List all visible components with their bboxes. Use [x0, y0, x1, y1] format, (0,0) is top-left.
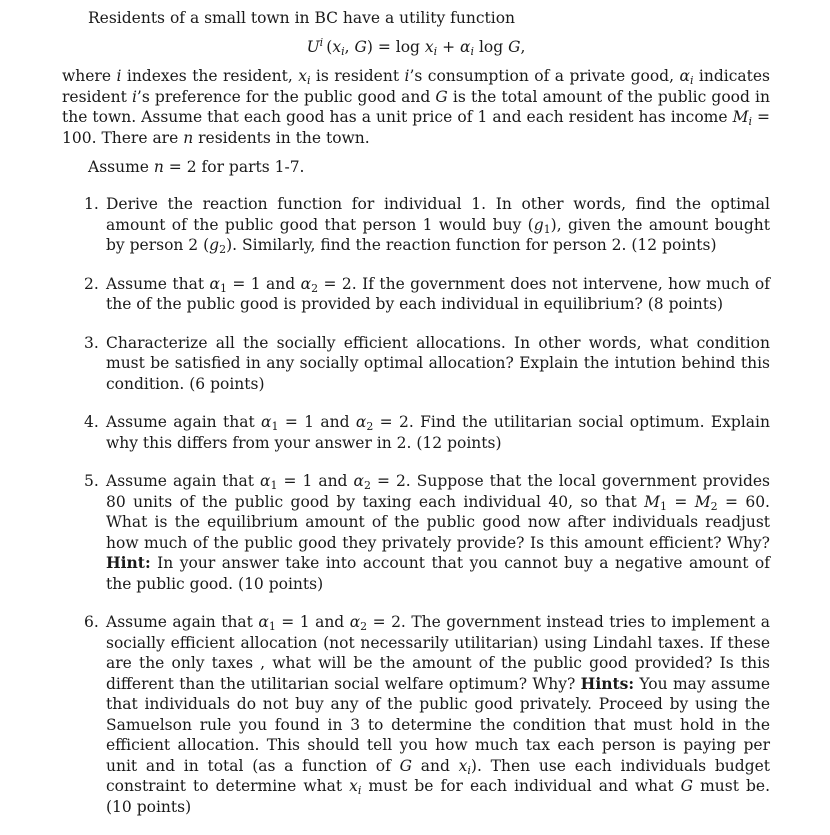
- problem-document: [62, 8, 770, 835]
- utility-formula: $U^i$ ($x_i$, $G) = \log x_i + \alpha_i$ log G,: [306, 36, 526, 58]
- question-4: 4. Assume again that $\alpha_1 = 1$ and $\alpha_2 = 2$. Find the utilitarian social optimum. Explain why this differs from your answer in 2. (12 points): [84, 413, 770, 452]
- question-list: [62, 194, 770, 817]
- question-6: 6. Assume again that $\alpha_1 = 1$ and $\alpha_2 = 2$. The government instead tries to implement a socially efficient allocation (not necessarily utilitarian) using Lindahl taxes. If these are the only taxes , what will be the amount of the public good provided? Is this different than the utilitarian social welfare optimum? Why? Hints: You may assume that individuals do not buy any of the public good privately. Proceed by using the Samuelson rule you found in 3 to determine the condition that must hold in the efficient allocation. This should tell you how much tax each person is paying per unit and in total (as a function of G and $x_i$). Then use each individuals budget constraint to determine what $x_i$ must be for each individual and what G must be. (10 points): [84, 613, 771, 816]
- question-1: 1. Derive the reaction function for individual 1. In other words, find the optimal amount of the public good that person 1 would buy $(g_1)$, given the amount bought by person 2 $(g_2)$. Similarly, find the reaction function for person 2. (12 points): [84, 195, 770, 256]
- intro-line: Residents of a small town in BC have a utility function: [88, 9, 516, 27]
- question-2: 2. Assume that $\alpha_1 = 1$ and $\alpha_2 = 2$. If the government does not intervene, how much of the of the public good is provided by each individual in equilibrium? (8 points): [84, 274, 770, 313]
- question-3: 3. Characterize all the socially efficient allocations. In other words, what condition must be satisfied in any socially optimal allocation? Explain the intution behind this condition. (6 points): [84, 333, 770, 393]
- question-5: 5. Assume again that $\alpha_1 = 1$ and $\alpha_2 = 2$. Suppose that the local government provides 80 units of the public good by taxing each individual 40, so that $M_1 = M_2 = 60$. What is the equilibrium amount of the public good now after individuals readjust how much of the public good they privately provide? Is this amount efficient? Why? Hint: In your answer take into account that you cannot buy a negative amount of the public good. (10 points): [84, 472, 770, 593]
- intro-paragraph: where i indexes the resident, $x_i$ is resident i’s consumption of a private good, $\alpha_i$ indicates resident i’s preference for the public good and G is the total amount of the public good in the town. Assume that each good has a unit price of 1 and each resident has income $M_i = 100$. There are n residents in the town.: [62, 67, 771, 147]
- assumption-line: Assume n = 2 for parts 1-7.: [88, 158, 305, 176]
